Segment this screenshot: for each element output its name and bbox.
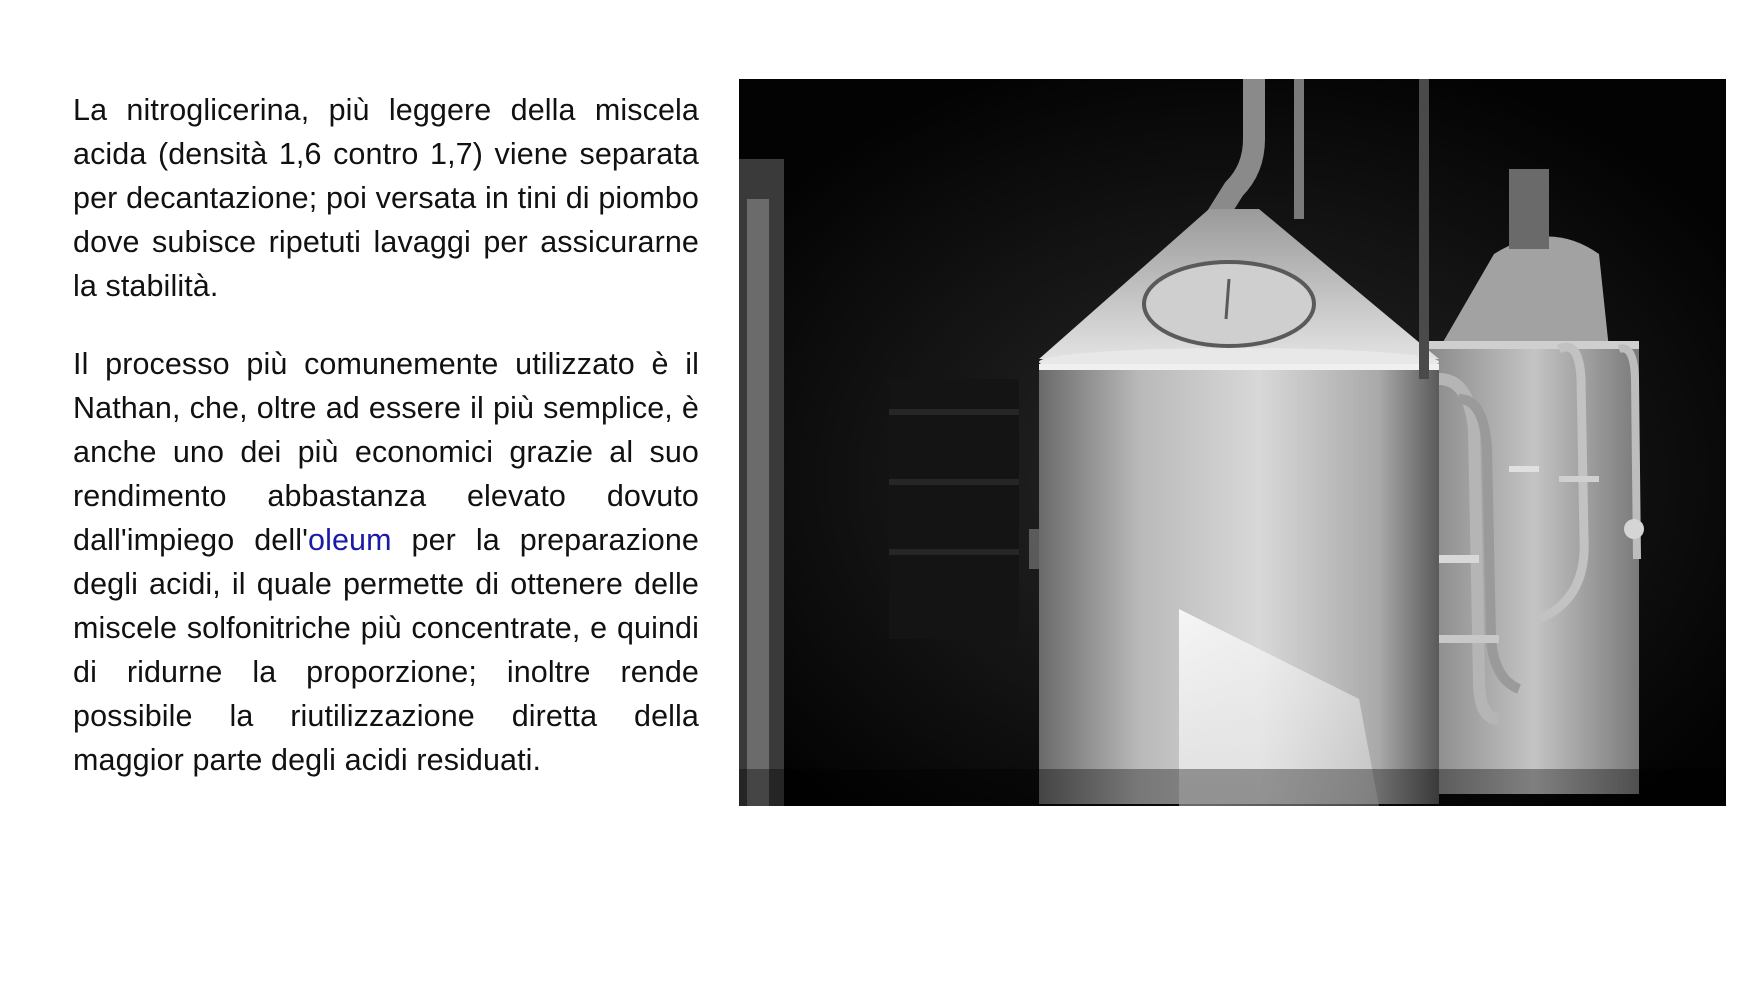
paragraph-nathan-text-end: per la preparazione degli acidi, il quale permette di ottenere delle miscele solfonitriche più concentrate, e quindi di ridurne la proporzione; inoltre rende possibile la riutilizzazione diretta della maggior parte degli acidi residuati. <box>73 523 699 777</box>
nitroglycerin-vats-photo <box>739 79 1726 806</box>
paragraph-nitroglycerin-separation: La nitroglicerina, più leggere della miscela acida (densità 1,6 contro 1,7) viene separata per decantazione; poi versata in tini di piombo dove subisce ripetuti lavaggi per assicurarne la stabilità. <box>73 93 699 303</box>
vats-photo-illustration <box>739 79 1726 806</box>
paragraph-nathan-text-start: Il processo più comunemente utilizzato è il Nathan, che, oltre ad essere il più semplice, è anche uno dei più economici grazie al suo rendimento abbastanza elevato dovuto dall'impiego dell' <box>73 347 699 557</box>
oleum-link[interactable]: oleum <box>308 523 392 557</box>
paragraph-nathan-process <box>73 342 699 782</box>
text-column <box>73 88 699 782</box>
